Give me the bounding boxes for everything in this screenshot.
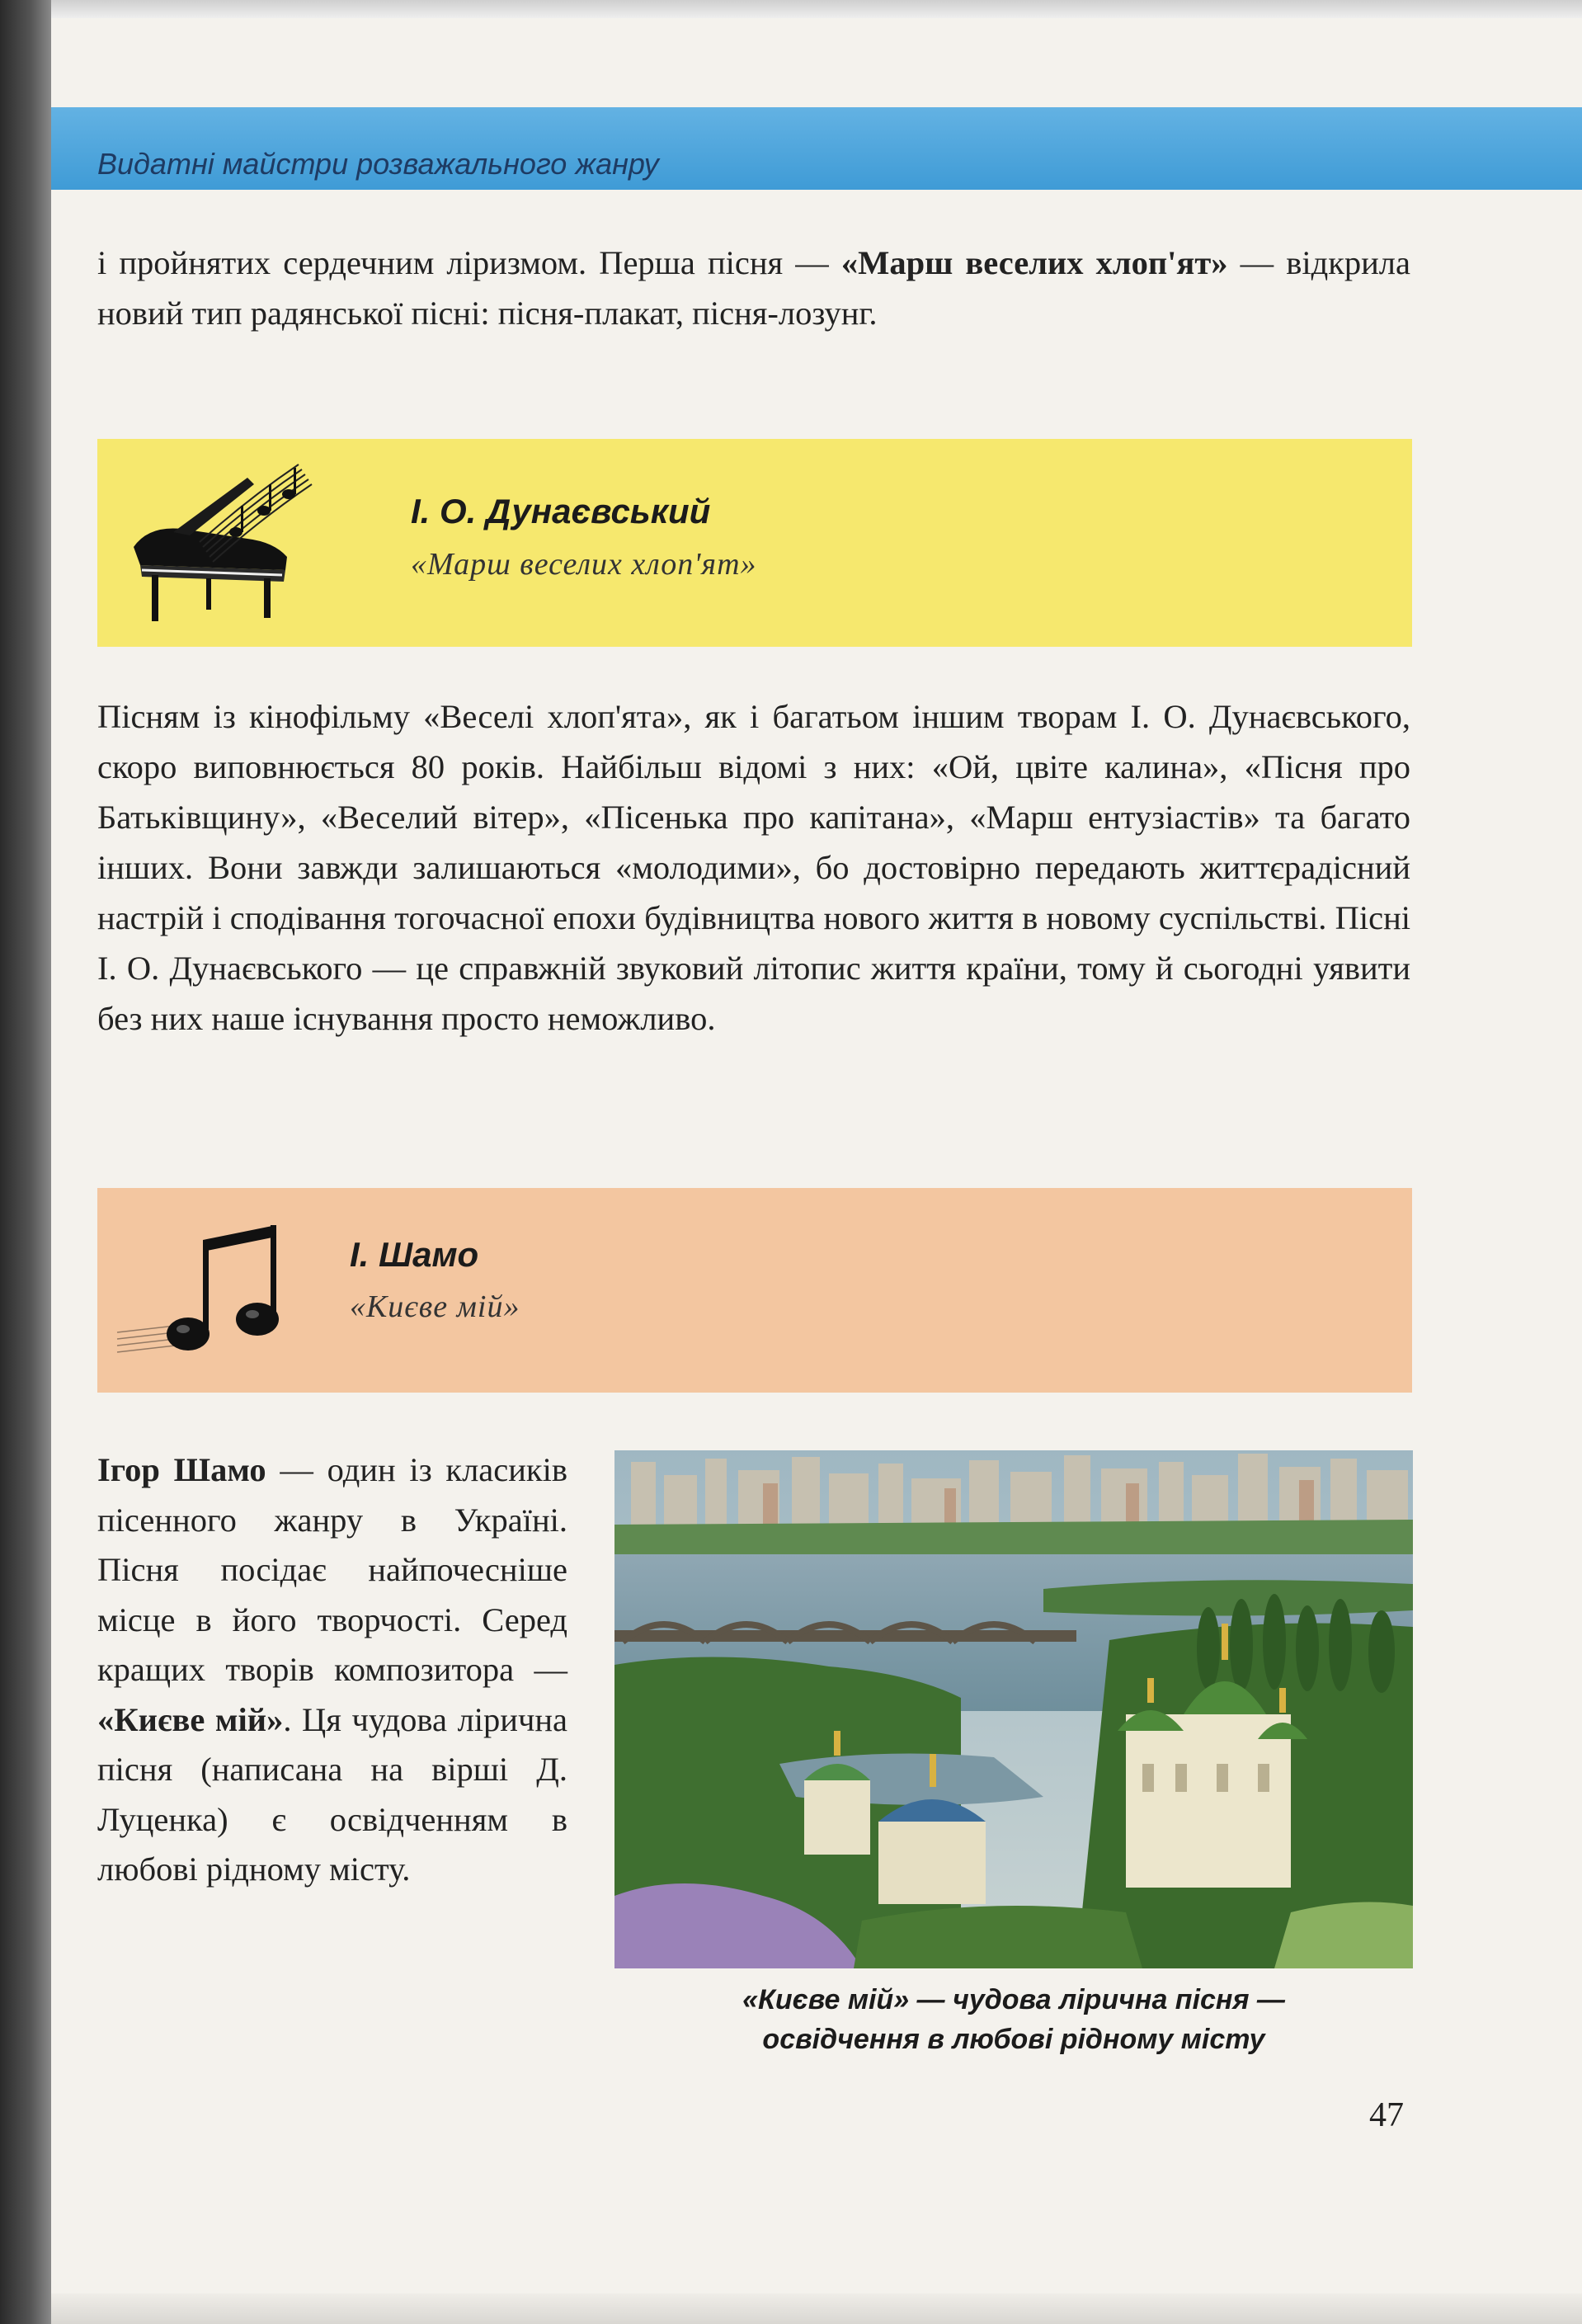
- kyiv-photo: [614, 1450, 1413, 1968]
- music-note-icon: [115, 1209, 305, 1386]
- shamo-name: Ігор Шамо: [97, 1451, 266, 1488]
- intro-paragraph: [97, 238, 1410, 338]
- photo-caption-line-2: освідчення в любові рідному місту: [762, 2024, 1265, 2055]
- page-number: 47: [1369, 2096, 1404, 2134]
- page-bottom-edge: [51, 2293, 1582, 2324]
- photo-caption-line-1: «Києве мій» — чудова лірична пісня —: [742, 1984, 1285, 2015]
- dunaevsky-paragraph: Пісням із кінофільму «Веселі хлоп'ята», як і багатьом іншим творам І. О. Дунаєвського, скоро виповнюється 80 років. Найбільш відомі з них: «Ой, цвіте калина», «Пісня про Батьківщину», «Веселий вітер», «Пісенька про капітана», «Марш ентузіастів» та багато інших. Вони завжди залишаються «молодими», бо достовірно передають життєрадісний настрій і сподівання тогочасної епохи будівництва нового життя в новому суспільстві. Пісні І. О. Дунаєвського — це справжній звуковий літопис життя країни, тому й сьогодні уявити без них наше існування просто неможливо.: [97, 698, 1410, 1037]
- intro-bold-song: «Марш веселих хлоп'ят»: [840, 244, 1228, 281]
- page-top-edge: [51, 0, 1582, 18]
- intro-text-2: — відкрила новий тип радянської пісні: пісня-плакат, пісня-лозунг.: [97, 244, 1410, 332]
- shamo-text-1: — один із класиків пісенного жанру в Україні. Пісня посідає найпочесніше місце в його творчості. Серед кращих творів композитора —: [97, 1451, 567, 1688]
- shamo-text-2: . Ця чудова лірична пісня (написана на вірші Д. Луценка) є освідченням в любові рідному місту.: [97, 1700, 567, 1888]
- piano-music-icon: [124, 450, 313, 631]
- shamo-song: «Києве мій»: [97, 1700, 284, 1738]
- photo-caption: [614, 1980, 1413, 2059]
- song-title: «Марш веселих хлоп'ят»: [411, 547, 757, 582]
- composer-name: І. О. Дунаєвський: [411, 492, 711, 530]
- chapter-header-title: Видатні майстри розважального жанру: [97, 147, 659, 181]
- intro-text-1: і пройнятих сердечним ліризмом. Перша пісня —: [97, 244, 841, 281]
- book-spine: [0, 0, 51, 2324]
- shamo-paragraph: [97, 1445, 567, 1895]
- song-title: «Києве мій»: [350, 1289, 520, 1324]
- composer-name: І. Шамо: [350, 1235, 479, 1274]
